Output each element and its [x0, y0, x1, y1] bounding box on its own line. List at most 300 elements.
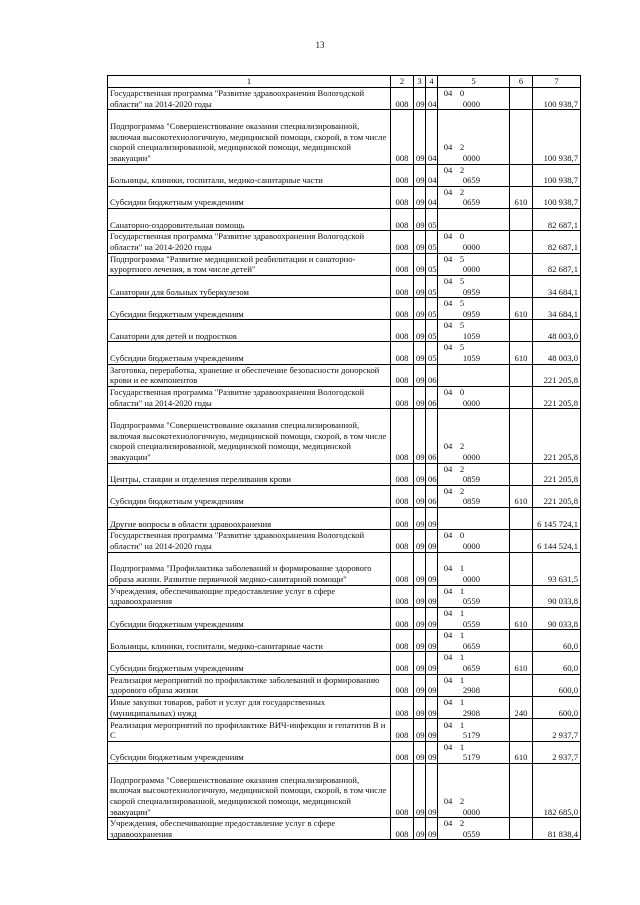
expense-type-code: 610: [510, 298, 533, 320]
row-name: Заготовка, переработка, хранение и обеспечение безопасности донорской крови и ее компонентов: [108, 364, 391, 386]
section-code: 09: [414, 585, 426, 607]
target-article-code: [438, 696, 510, 718]
row-name: Санатории для больных туберкулезом: [108, 275, 391, 297]
subsection-code: 05: [426, 298, 438, 320]
expense-type-code: [510, 463, 533, 485]
expense-type-code: 610: [510, 607, 533, 629]
table-row: [108, 508, 581, 530]
subsection-code: 09: [426, 652, 438, 674]
target-program-code: 04: [443, 88, 453, 99]
expense-type-code: [510, 552, 533, 585]
target-article-code: [438, 585, 510, 607]
expense-type-code: [510, 818, 533, 840]
row-name: Субсидии бюджетным учреждениям: [108, 186, 391, 208]
row-name: Центры, станции и отделения переливания крови: [108, 463, 391, 485]
row-name: Государственная программа "Развитие здравоохранения Вологодской области" на 2014-2020 годы: [108, 231, 391, 253]
section-code: 09: [414, 409, 426, 463]
amount: 221 205,8: [533, 485, 581, 507]
amount: 600,0: [533, 674, 581, 696]
target-program-code: 04: [443, 607, 453, 618]
column-number-header-row: [108, 76, 581, 88]
expense-type-code: [510, 530, 533, 552]
section-code: 09: [414, 342, 426, 364]
column-header: 2: [391, 76, 414, 88]
section-code: 09: [414, 320, 426, 342]
table-row: [108, 463, 581, 485]
target-program-code: 04: [443, 485, 453, 496]
expense-type-code: 240: [510, 696, 533, 718]
row-name: Подпрограмма "Совершенствование оказания специализированной, включая высокотехнологичную, медицинской помощи, скорой, в том числе скорой специализированной, медицинской помощи, медицинской эвакуации": [108, 409, 391, 463]
subsection-code: 05: [426, 231, 438, 253]
expense-type-code: 610: [510, 485, 533, 507]
target-program-code: 04: [443, 253, 453, 264]
target-direction-code: 0000: [462, 397, 480, 408]
target-direction-code: 0659: [462, 640, 480, 651]
target-article-code: [438, 552, 510, 585]
target-program-code: 04: [443, 275, 453, 286]
amount: 93 631,5: [533, 552, 581, 585]
target-subprogram-code: 2: [459, 485, 465, 496]
row-name: Санатории для детей и подростков: [108, 320, 391, 342]
admin-code: 008: [391, 696, 414, 718]
section-code: 09: [414, 298, 426, 320]
target-direction-code: 0559: [462, 596, 480, 607]
admin-code: 008: [391, 552, 414, 585]
row-name: Субсидии бюджетным учреждениям: [108, 741, 391, 763]
subsection-code: 04: [426, 110, 438, 164]
target-program-code: 04: [443, 674, 453, 685]
subsection-code: 06: [426, 387, 438, 409]
amount: 221 205,8: [533, 387, 581, 409]
row-name: Реализация мероприятий по профилактике ВИЧ-инфекции и гепатитов В и С: [108, 719, 391, 741]
admin-code: 008: [391, 652, 414, 674]
target-subprogram-code: 5: [459, 342, 465, 353]
subsection-code: 09: [426, 741, 438, 763]
table-row: [108, 552, 581, 585]
subsection-code: 05: [426, 208, 438, 230]
target-direction-code: 0000: [462, 98, 480, 109]
expense-type-code: 610: [510, 652, 533, 674]
target-article-code: [438, 208, 510, 230]
table-row: [108, 696, 581, 718]
target-subprogram-code: 1: [459, 630, 465, 641]
target-article-code: [438, 110, 510, 164]
section-code: 09: [414, 719, 426, 741]
subsection-code: 09: [426, 719, 438, 741]
table-row: [108, 652, 581, 674]
admin-code: 008: [391, 409, 414, 463]
subsection-code: 04: [426, 164, 438, 186]
section-code: 09: [414, 110, 426, 164]
table-row: [108, 88, 581, 110]
target-article-code: [438, 741, 510, 763]
target-subprogram-code: 1: [459, 652, 465, 663]
expense-type-code: 610: [510, 741, 533, 763]
target-article-code: [438, 463, 510, 485]
amount: 221 205,8: [533, 409, 581, 463]
expense-type-code: [510, 253, 533, 275]
expense-type-code: [510, 208, 533, 230]
amount: 34 684,1: [533, 275, 581, 297]
admin-code: 008: [391, 231, 414, 253]
table-row: [108, 485, 581, 507]
admin-code: 008: [391, 298, 414, 320]
table-row: [108, 164, 581, 186]
admin-code: 008: [391, 630, 414, 652]
target-direction-code: 2908: [462, 685, 480, 696]
table-row: [108, 110, 581, 164]
expense-type-code: [510, 630, 533, 652]
section-code: 09: [414, 818, 426, 840]
target-program-code: 04: [443, 298, 453, 309]
target-article-code: [438, 253, 510, 275]
subsection-code: 09: [426, 818, 438, 840]
target-program-code: 04: [443, 463, 453, 474]
amount: 90 033,8: [533, 607, 581, 629]
section-code: 09: [414, 275, 426, 297]
section-code: 09: [414, 364, 426, 386]
subsection-code: 09: [426, 696, 438, 718]
target-direction-code: 5179: [462, 730, 480, 741]
admin-code: 008: [391, 485, 414, 507]
target-program-code: 04: [443, 741, 453, 752]
section-code: 09: [414, 463, 426, 485]
expense-type-code: [510, 231, 533, 253]
table-row: [108, 763, 581, 817]
row-name: Больницы, клиники, госпитали, медико-санитарные части: [108, 164, 391, 186]
amount: 100 938,7: [533, 88, 581, 110]
target-article-code: [438, 409, 510, 463]
expense-type-code: [510, 719, 533, 741]
target-subprogram-code: 2: [459, 463, 465, 474]
subsection-code: 09: [426, 763, 438, 817]
admin-code: 008: [391, 674, 414, 696]
target-program-code: 04: [443, 142, 453, 153]
target-program-code: 04: [443, 795, 453, 806]
target-direction-code: 0959: [462, 286, 480, 297]
row-name: Субсидии бюджетным учреждениям: [108, 298, 391, 320]
target-program-code: 04: [443, 563, 453, 574]
target-subprogram-code: 0: [459, 387, 465, 398]
target-subprogram-code: 1: [459, 674, 465, 685]
target-article-code: [438, 364, 510, 386]
admin-code: 008: [391, 530, 414, 552]
section-code: 09: [414, 485, 426, 507]
section-code: 09: [414, 253, 426, 275]
row-name: Государственная программа "Развитие здравоохранения Вологодской области" на 2014-2020 годы: [108, 387, 391, 409]
amount: 100 938,7: [533, 110, 581, 164]
table-row: [108, 585, 581, 607]
target-subprogram-code: 2: [459, 441, 465, 452]
amount: 2 937,7: [533, 719, 581, 741]
row-name: Учреждения, обеспечивающие предоставление услуг в сфере здравоохранения: [108, 585, 391, 607]
amount: 90 033,8: [533, 585, 581, 607]
amount: 81 838,4: [533, 818, 581, 840]
target-subprogram-code: 1: [459, 697, 465, 708]
subsection-code: 09: [426, 508, 438, 530]
amount: 6 145 724,1: [533, 508, 581, 530]
subsection-code: 09: [426, 607, 438, 629]
admin-code: 008: [391, 110, 414, 164]
column-header: 4: [426, 76, 438, 88]
expense-type-code: [510, 320, 533, 342]
admin-code: 008: [391, 463, 414, 485]
target-article-code: [438, 88, 510, 110]
target-article-code: [438, 298, 510, 320]
section-code: 09: [414, 164, 426, 186]
admin-code: 008: [391, 818, 414, 840]
target-direction-code: 1059: [462, 330, 480, 341]
subsection-code: 09: [426, 585, 438, 607]
section-code: 09: [414, 552, 426, 585]
admin-code: 008: [391, 88, 414, 110]
row-name: Государственная программа "Развитие здравоохранения Вологодской области" на 2014-2020 годы: [108, 530, 391, 552]
target-direction-code: 0859: [462, 496, 480, 507]
section-code: 09: [414, 763, 426, 817]
admin-code: 008: [391, 253, 414, 275]
budget-table: [107, 75, 581, 840]
table-row: [108, 630, 581, 652]
amount: 48 003,0: [533, 320, 581, 342]
expense-type-code: 610: [510, 186, 533, 208]
target-program-code: 04: [443, 585, 453, 596]
target-subprogram-code: 0: [459, 88, 465, 99]
table-row: [108, 364, 581, 386]
target-subprogram-code: 5: [459, 298, 465, 309]
admin-code: 008: [391, 320, 414, 342]
table-row: [108, 298, 581, 320]
admin-code: 008: [391, 342, 414, 364]
column-header: 6: [510, 76, 533, 88]
subsection-code: 05: [426, 253, 438, 275]
target-direction-code: 0659: [462, 175, 480, 186]
table-row: [108, 320, 581, 342]
target-subprogram-code: 1: [459, 719, 465, 730]
amount: 100 938,7: [533, 186, 581, 208]
target-direction-code: 0000: [462, 241, 480, 252]
admin-code: 008: [391, 164, 414, 186]
target-subprogram-code: 2: [459, 795, 465, 806]
expense-type-code: [510, 585, 533, 607]
expense-type-code: [510, 364, 533, 386]
expense-type-code: [510, 275, 533, 297]
table-row: [108, 674, 581, 696]
target-direction-code: 0959: [462, 308, 480, 319]
target-direction-code: 0000: [462, 452, 480, 463]
target-program-code: 04: [443, 818, 453, 829]
table-row: [108, 607, 581, 629]
table-row: [108, 275, 581, 297]
target-subprogram-code: 2: [459, 818, 465, 829]
expense-type-code: [510, 110, 533, 164]
section-code: 09: [414, 630, 426, 652]
row-name: Реализация мероприятий по профилактике заболеваний и формированию здорового образа жизни: [108, 674, 391, 696]
subsection-code: 04: [426, 88, 438, 110]
table-row: [108, 186, 581, 208]
table-row: [108, 208, 581, 230]
admin-code: 008: [391, 208, 414, 230]
admin-code: 008: [391, 275, 414, 297]
target-subprogram-code: 2: [459, 164, 465, 175]
row-name: Субсидии бюджетным учреждениям: [108, 485, 391, 507]
target-subprogram-code: 1: [459, 741, 465, 752]
section-code: 09: [414, 530, 426, 552]
page-number: 13: [315, 40, 325, 50]
target-direction-code: 2908: [462, 707, 480, 718]
target-direction-code: 0000: [462, 541, 480, 551]
row-name: Учреждения, обеспечивающие предоставление услуг в сфере здравоохранения: [108, 818, 391, 840]
amount: 82 687,1: [533, 208, 581, 230]
target-direction-code: 0000: [462, 152, 480, 163]
row-name: Субсидии бюджетным учреждениям: [108, 652, 391, 674]
target-program-code: 04: [443, 164, 453, 175]
target-article-code: [438, 763, 510, 817]
column-header: 3: [414, 76, 426, 88]
amount: 6 144 524,1: [533, 530, 581, 552]
target-program-code: 04: [443, 320, 453, 331]
target-program-code: 04: [443, 441, 453, 452]
row-name: Подпрограмма "Профилактика заболеваний и формирование здорового образа жизни. Развитие первичной медико-санитарной помощи": [108, 552, 391, 585]
admin-code: 008: [391, 607, 414, 629]
table-row: [108, 387, 581, 409]
target-direction-code: 0859: [462, 474, 480, 485]
section-code: 09: [414, 674, 426, 696]
table-row: [108, 719, 581, 741]
target-article-code: [438, 607, 510, 629]
admin-code: 008: [391, 387, 414, 409]
expense-type-code: [510, 674, 533, 696]
row-name: Иные закупки товаров, работ и услуг для государственных (муниципальных) нужд: [108, 696, 391, 718]
section-code: 09: [414, 387, 426, 409]
subsection-code: 04: [426, 186, 438, 208]
target-direction-code: 5179: [462, 752, 480, 763]
admin-code: 008: [391, 585, 414, 607]
expense-type-code: [510, 88, 533, 110]
section-code: 09: [414, 508, 426, 530]
row-name: Санаторно-оздоровительная помощь: [108, 208, 391, 230]
target-subprogram-code: 5: [459, 275, 465, 286]
expense-type-code: [510, 409, 533, 463]
admin-code: 008: [391, 186, 414, 208]
target-article-code: [438, 674, 510, 696]
expense-type-code: [510, 164, 533, 186]
subsection-code: 05: [426, 275, 438, 297]
table-row: [108, 409, 581, 463]
target-article-code: [438, 320, 510, 342]
subsection-code: 09: [426, 674, 438, 696]
target-subprogram-code: 5: [459, 253, 465, 264]
section-code: 09: [414, 231, 426, 253]
target-direction-code: 0559: [462, 828, 480, 839]
target-program-code: 04: [443, 387, 453, 398]
expense-type-code: 610: [510, 342, 533, 364]
amount: 34 684,1: [533, 298, 581, 320]
column-header: 7: [533, 76, 581, 88]
target-program-code: 04: [443, 530, 453, 541]
target-direction-code: 1059: [462, 353, 480, 364]
target-program-code: 04: [443, 697, 453, 708]
target-article-code: [438, 485, 510, 507]
target-article-code: [438, 186, 510, 208]
amount: 60,0: [533, 630, 581, 652]
row-name: Подпрограмма "Совершенствование оказания специализированной, включая высокотехнологичную, медицинской помощи, скорой, в том числе скорой специализированной, медицинской помощи, медицинской эвакуации": [108, 763, 391, 817]
target-program-code: 04: [443, 630, 453, 641]
admin-code: 008: [391, 508, 414, 530]
subsection-code: 09: [426, 530, 438, 552]
expense-type-code: [510, 387, 533, 409]
target-subprogram-code: 1: [459, 607, 465, 618]
target-subprogram-code: 2: [459, 186, 465, 197]
target-program-code: 04: [443, 342, 453, 353]
target-article-code: [438, 530, 510, 552]
amount: 221 205,8: [533, 364, 581, 386]
section-code: 09: [414, 208, 426, 230]
table-row: [108, 741, 581, 763]
column-header: 1: [108, 76, 391, 88]
amount: 48 003,0: [533, 342, 581, 364]
admin-code: 008: [391, 364, 414, 386]
target-article-code: [438, 818, 510, 840]
subsection-code: 06: [426, 485, 438, 507]
expense-type-code: [510, 763, 533, 817]
amount: 100 938,7: [533, 164, 581, 186]
row-name: Субсидии бюджетным учреждениям: [108, 342, 391, 364]
row-name: Подпрограмма "Совершенствование оказания специализированной, включая высокотехнологичную, медицинской помощи, скорой, в том числе скорой специализированной, медицинской помощи, медицинской эвакуации": [108, 110, 391, 164]
amount: 2 937,7: [533, 741, 581, 763]
section-code: 09: [414, 607, 426, 629]
subsection-code: 06: [426, 463, 438, 485]
target-article-code: [438, 164, 510, 186]
amount: 221 205,8: [533, 463, 581, 485]
target-direction-code: 0000: [462, 574, 480, 584]
table-row: [108, 530, 581, 552]
target-article-code: [438, 630, 510, 652]
subsection-code: 09: [426, 630, 438, 652]
subsection-code: 05: [426, 342, 438, 364]
table-row: [108, 253, 581, 275]
target-article-code: [438, 719, 510, 741]
target-article-code: [438, 387, 510, 409]
subsection-code: 09: [426, 552, 438, 585]
target-article-code: [438, 231, 510, 253]
admin-code: 008: [391, 763, 414, 817]
section-code: 09: [414, 652, 426, 674]
admin-code: 008: [391, 741, 414, 763]
target-article-code: [438, 652, 510, 674]
target-article-code: [438, 508, 510, 530]
target-subprogram-code: 1: [459, 563, 465, 574]
target-program-code: 04: [443, 652, 453, 663]
table-row: [108, 818, 581, 840]
amount: 82 687,1: [533, 231, 581, 253]
amount: 182 685,0: [533, 763, 581, 817]
subsection-code: 06: [426, 364, 438, 386]
target-subprogram-code: 0: [459, 530, 465, 541]
subsection-code: 05: [426, 320, 438, 342]
subsection-code: 06: [426, 409, 438, 463]
target-direction-code: 0659: [462, 662, 480, 673]
amount: 82 687,1: [533, 253, 581, 275]
target-program-code: 04: [443, 231, 453, 242]
row-name: Больницы, клиники, госпитали, медико-санитарные части: [108, 630, 391, 652]
target-program-code: 04: [443, 186, 453, 197]
amount: 600,0: [533, 696, 581, 718]
target-direction-code: 0000: [462, 264, 480, 275]
admin-code: 008: [391, 719, 414, 741]
expense-type-code: [510, 508, 533, 530]
section-code: 09: [414, 741, 426, 763]
row-name: Подпрограмма "Развитие медицинской реабилитации и санаторно-курортного лечения, в том числе детей": [108, 253, 391, 275]
